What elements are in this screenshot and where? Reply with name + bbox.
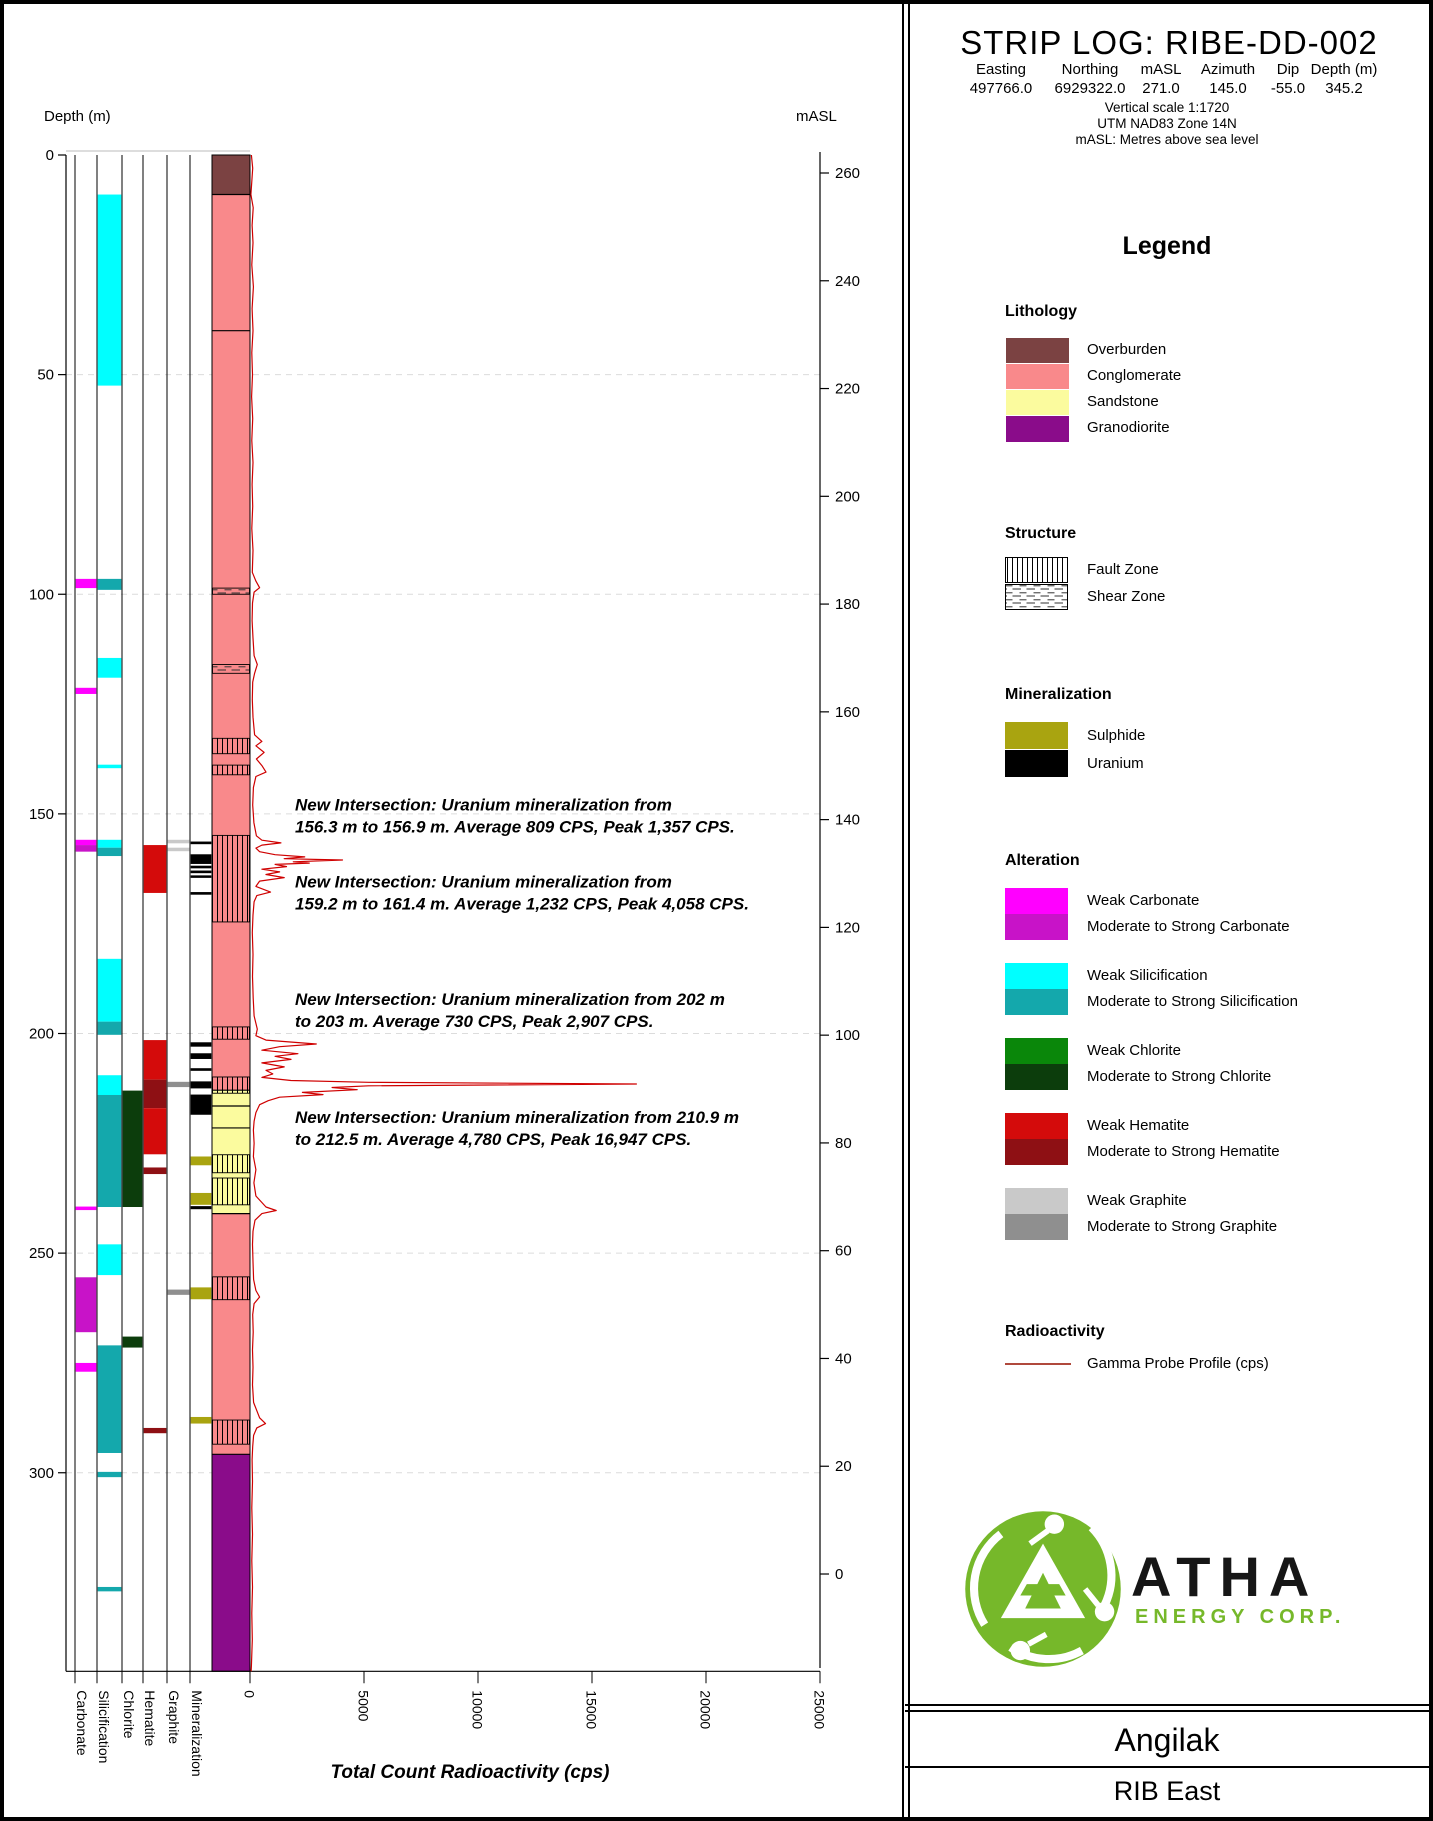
masl-tick-label: 200 (835, 488, 861, 506)
alteration-hematite-strong (144, 1080, 167, 1109)
annotation-intersection-3: New Intersection: Uranium mineralization from 202 m to 203 m. Average 730 CPS, Peak 2,907 CPS. (295, 989, 725, 1031)
structure-interval-fault-zone (213, 738, 250, 753)
alteration-hematite-strong (144, 1167, 167, 1174)
alteration-bars (76, 195, 190, 1592)
footer-title-block (905, 1700, 1433, 1821)
mineralization-uranium (191, 1206, 212, 1209)
collar-header-easting: Easting (975, 61, 1027, 78)
mineralization-sulphide (191, 1417, 212, 1424)
title-and-legend-panel (905, 0, 1433, 1821)
legend-label-sandstone: Sandstone (1087, 393, 1159, 410)
cps-axis-title: Total Count Radioactivity (cps) (330, 1762, 610, 1783)
masl-tick-label: 140 (835, 811, 861, 829)
annotation-intersection-2: New Intersection: Uranium mineralization from 159.2 m to 161.4 m. Average 1,232 CPS, Peak 4,058 CPS. (295, 872, 749, 914)
legend-swatch-granodiorite (1005, 415, 1070, 443)
legend-swatch-weak-chlorite (1005, 1038, 1068, 1064)
alteration-chlorite-strong (123, 1337, 143, 1348)
depth-axis-title: Depth (m) (44, 108, 111, 125)
legend-label-weak-chlorite: Weak Chlorite (1087, 1042, 1181, 1059)
alteration-silicification-strong (98, 1472, 122, 1477)
legend-swatch-fault-zone (1005, 557, 1068, 583)
legend-swatch-weak-hematite (1005, 1113, 1068, 1139)
depth-tick-label: 300 (28, 1464, 54, 1482)
mineralization-bars (191, 842, 212, 1424)
legend-swatch-moderate-to-strong-hematite (1005, 1139, 1068, 1165)
structure-interval-shear-zone (213, 665, 250, 674)
legend-label-moderate-to-strong-hematite: Moderate to Strong Hematite (1087, 1143, 1280, 1160)
masl-tick-label: 100 (835, 1027, 861, 1045)
alteration-silicification-strong (98, 848, 122, 856)
legend-swatch-weak-carbonate (1005, 888, 1068, 914)
legend-label-sulphide: Sulphide (1087, 727, 1146, 744)
column-frames (75, 155, 190, 1671)
alteration-hematite-strong (144, 1428, 167, 1433)
alteration-silicification-weak (98, 1075, 122, 1095)
masl-tick-label: 120 (835, 919, 861, 937)
column-label-chlorite: Chlorite (121, 1690, 137, 1739)
alteration-chlorite-strong (123, 1091, 143, 1207)
mineralization-uranium (191, 892, 212, 895)
legend-label-weak-silicification: Weak Silicification (1087, 967, 1208, 984)
legend-label-uranium: Uranium (1087, 755, 1144, 772)
cps-tick-label: 25000 (811, 1690, 828, 1730)
mineralization-uranium (191, 1042, 212, 1046)
column-label-hematite: Hematite (142, 1690, 158, 1747)
depth-tick-label: 100 (28, 586, 54, 604)
legend-heading-structure: Structure (1005, 525, 1077, 542)
alteration-carbonate-strong (76, 1277, 97, 1332)
legend-swatch-shear-zone (1005, 584, 1068, 610)
legend-swatch-conglomerate (1005, 363, 1070, 391)
alteration-graphite-weak (168, 840, 190, 844)
cps-tick-label: 15000 (583, 1690, 600, 1730)
project-area: RIB East (1113, 1776, 1221, 1806)
legend-label-fault-zone: Fault Zone (1087, 561, 1159, 578)
masl-axis (796, 108, 860, 1668)
mineralization-uranium (191, 866, 212, 869)
structure-interval-fault-zone (213, 1277, 250, 1300)
legend-label-weak-carbonate: Weak Carbonate (1087, 892, 1200, 909)
alteration-silicification-strong (98, 1022, 122, 1035)
alteration-carbonate-weak (76, 1207, 97, 1211)
collar-value-northing: 6929322.0 (1054, 80, 1126, 97)
collar-value-dip: -55.0 (1270, 80, 1306, 97)
collar-value-easting: 497766.0 (969, 80, 1033, 97)
lithology-interval-conglomerate (212, 195, 250, 1091)
mineralization-uranium (191, 1095, 212, 1115)
legend-title: Legend (1122, 232, 1212, 260)
legend-swatch-weak-graphite (1005, 1188, 1068, 1214)
alteration-carbonate-weak (76, 1363, 97, 1372)
legend-label-overburden: Overburden (1087, 341, 1167, 358)
collar-header-depth-m-: Depth (m) (1310, 61, 1378, 78)
note-masl-definition: mASL: Metres above sea level (1075, 132, 1259, 147)
lithology-interval-granodiorite (212, 1454, 250, 1671)
column-label-graphite: Graphite (166, 1690, 182, 1744)
collar-value-azimuth: 145.0 (1209, 80, 1247, 97)
lithology-interval-overburden (212, 155, 250, 195)
alteration-carbonate-weak (76, 688, 97, 694)
bottom-axis (66, 1671, 828, 1783)
note-vertical-scale: Vertical scale 1:1720 (1104, 100, 1230, 115)
alteration-carbonate-strong (76, 845, 97, 852)
cps-tick-label: 0 (241, 1690, 258, 1699)
alteration-silicification-weak (98, 658, 122, 678)
alteration-hematite-weak (144, 845, 167, 893)
masl-tick-label: 260 (835, 165, 861, 182)
depth-tick-label: 50 (37, 366, 54, 384)
depth-tick-label: 250 (28, 1245, 54, 1263)
legend-gamma-line-swatch (1005, 1363, 1071, 1365)
legend-heading-radioactivity: Radioactivity (1005, 1323, 1105, 1340)
legend-label-conglomerate: Conglomerate (1087, 367, 1182, 384)
column-label-silicification: Silicification (96, 1690, 112, 1764)
alteration-carbonate-weak (76, 579, 97, 588)
masl-tick-label: 180 (835, 596, 861, 614)
depth-tick-label: 200 (28, 1025, 54, 1043)
legend-swatch-uranium (1005, 750, 1068, 777)
legend-swatch-moderate-to-strong-chlorite (1005, 1064, 1068, 1090)
structure-interval-fault-zone (213, 1420, 250, 1444)
mineralization-uranium (191, 871, 212, 874)
legend-swatch-moderate-to-strong-graphite (1005, 1214, 1068, 1240)
structure-interval-fault-zone (213, 835, 250, 922)
legend-heading-lithology: Lithology (1005, 303, 1077, 320)
legend-label-weak-hematite: Weak Hematite (1087, 1117, 1190, 1134)
legend-label-shear-zone: Shear Zone (1087, 588, 1166, 605)
collar-value-masl: 271.0 (1142, 80, 1180, 97)
column-label-carbonate: Carbonate (74, 1690, 90, 1756)
legend-heading-alteration: Alteration (1005, 852, 1080, 869)
alteration-graphite-strong (168, 1290, 190, 1295)
masl-tick-label: 220 (835, 380, 861, 398)
legend-swatch-sandstone (1005, 389, 1070, 417)
legend-label-moderate-to-strong-chlorite: Moderate to Strong Chlorite (1087, 1068, 1272, 1085)
page-title: STRIP LOG: RIBE-DD-002 (960, 24, 1378, 61)
structure-interval-shear-zone (213, 588, 250, 594)
collar-header-dip: Dip (1276, 61, 1300, 78)
footer-top-line-inner (905, 1710, 1429, 1712)
cps-tick-label: 5000 (355, 1690, 372, 1722)
masl-tick-label: 40 (835, 1350, 852, 1368)
legend-swatch-sulphide (1005, 722, 1068, 749)
legend-heading-mineralization: Mineralization (1005, 686, 1112, 703)
alteration-carbonate-weak (76, 840, 97, 845)
mineralization-uranium (191, 1068, 212, 1071)
legend-label-moderate-to-strong-graphite: Moderate to Strong Graphite (1087, 1218, 1278, 1235)
collar-header-northing: Northing (1061, 61, 1119, 78)
depth-tick-label: 0 (45, 147, 54, 164)
atha-logo-icon (962, 1508, 1124, 1670)
intersection-annotations (295, 795, 749, 1149)
footer-mid-line (905, 1766, 1429, 1768)
legend-label-weak-graphite: Weak Graphite (1087, 1192, 1187, 1209)
cps-tick-label: 20000 (697, 1690, 714, 1730)
mineralization-uranium (191, 842, 212, 845)
mineralization-sulphide (191, 1193, 212, 1205)
alteration-silicification-weak (98, 195, 122, 386)
collar-value-depth-m-: 345.2 (1325, 80, 1363, 97)
masl-axis-title: mASL (796, 108, 837, 125)
masl-tick-label: 0 (835, 1566, 844, 1584)
alteration-silicification-weak (98, 959, 122, 1022)
structure-interval-fault-zone (213, 1027, 250, 1039)
legend-label-gamma-probe-profile-cps-: Gamma Probe Profile (cps) (1087, 1355, 1269, 1372)
legend-label-granodiorite: Granodiorite (1087, 419, 1170, 436)
structure-interval-fault-zone (213, 1155, 250, 1173)
legend-swatch-overburden (1005, 337, 1070, 365)
alteration-graphite-weak (168, 848, 190, 852)
structure-interval-fault-zone (213, 1178, 250, 1205)
alteration-silicification-weak (98, 840, 122, 848)
masl-tick-label: 240 (835, 272, 861, 290)
collar-header-masl: mASL (1140, 61, 1182, 78)
alteration-hematite-weak (144, 1108, 167, 1154)
collar-header-azimuth: Azimuth (1200, 61, 1256, 78)
legend-label-moderate-to-strong-silicification: Moderate to Strong Silicification (1087, 993, 1298, 1010)
alteration-silicification-weak (98, 1244, 122, 1275)
alteration-silicification-strong (98, 1095, 122, 1207)
mineralization-uranium (191, 875, 212, 878)
mineralization-uranium (191, 1081, 212, 1088)
masl-tick-label: 20 (835, 1458, 852, 1476)
alteration-graphite-strong (168, 1082, 190, 1087)
alteration-silicification-strong (98, 1345, 122, 1453)
alteration-hematite-weak (144, 1040, 167, 1080)
alteration-silicification-strong (98, 1587, 122, 1591)
logo-company-subtitle: ENERGY CORP. (1135, 1606, 1346, 1628)
lithology-interval-conglomerate (212, 1214, 250, 1455)
footer-top-line-outer (905, 1704, 1429, 1706)
alteration-silicification-strong (98, 579, 122, 590)
project-name: Angilak (1114, 1722, 1220, 1758)
mineralization-uranium (191, 1053, 212, 1059)
annotation-intersection-4: New Intersection: Uranium mineralization from 210.9 m to 212.5 m. Average 4,780 CPS, Peak 16,947 CPS. (295, 1108, 740, 1150)
masl-tick-label: 160 (835, 703, 861, 721)
note-utm-zone: UTM NAD83 Zone 14N (1097, 116, 1237, 131)
logo-company-name: ATHA (1131, 1545, 1319, 1608)
depth-tick-label: 150 (28, 805, 54, 823)
legend-swatch-moderate-to-strong-carbonate (1005, 914, 1068, 940)
cps-tick-label: 10000 (469, 1690, 486, 1730)
annotation-intersection-1: New Intersection: Uranium mineralization from 156.3 m to 156.9 m. Average 809 CPS, Peak 1,357 CPS. (295, 795, 735, 837)
mineralization-uranium (191, 854, 212, 864)
legend-label-moderate-to-strong-carbonate: Moderate to Strong Carbonate (1087, 918, 1290, 935)
mineralization-sulphide (191, 1287, 212, 1299)
alteration-silicification-weak (98, 765, 122, 769)
legend-swatch-weak-silicification (1005, 963, 1068, 989)
mineralization-sulphide (191, 1156, 212, 1165)
structure-interval-fault-zone (213, 765, 250, 775)
masl-tick-label: 80 (835, 1134, 852, 1152)
masl-tick-label: 60 (835, 1242, 852, 1260)
column-label-mineralization: Mineralization (189, 1690, 205, 1777)
structure-interval-fault-zone (213, 1077, 250, 1093)
legend-swatch-moderate-to-strong-silicification (1005, 989, 1068, 1015)
